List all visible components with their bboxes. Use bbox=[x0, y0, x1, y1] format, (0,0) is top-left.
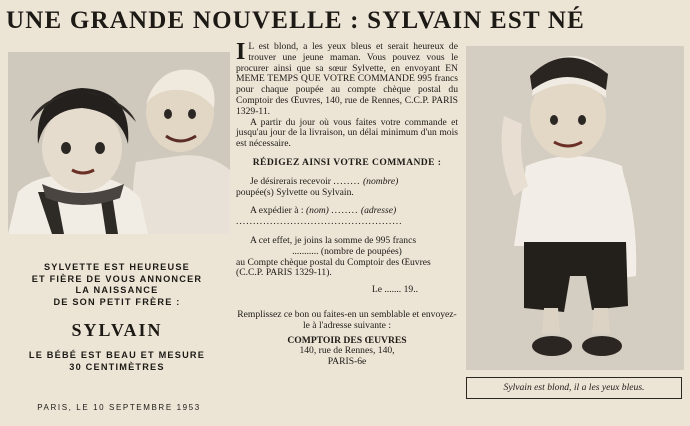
form-text: Je désirerais recevoir bbox=[250, 175, 331, 187]
sylvain-doll-illustration bbox=[466, 46, 684, 370]
address-street: 140, rue de Rennes, 140, bbox=[299, 345, 395, 357]
order-title: RÉDIGEZ AINSI VOTRE COMMANDE : bbox=[252, 156, 442, 168]
form-blank: ........ bbox=[331, 205, 359, 217]
intro-paragraph bbox=[236, 39, 458, 118]
order-form-line: poupée(s) Sylvette ou Sylvain. bbox=[236, 186, 354, 198]
address-name: COMPTOIR DES ŒUVRES bbox=[287, 334, 407, 346]
announced-name: SYLVAIN bbox=[71, 320, 163, 340]
caption-line: DE SON PETIT FRÈRE : bbox=[53, 296, 181, 307]
dolls-photo-left bbox=[8, 52, 230, 234]
caption-line: LE BÉBÉ EST BEAU ET MESURE bbox=[28, 350, 206, 360]
form-hint: (nom) bbox=[305, 205, 329, 217]
payment-line: ........... (nombre de poupées) bbox=[292, 245, 402, 257]
payment-line: au Compte chèque postal du Comptoir des Œuvres (C.C.P. PARIS 1329-11). bbox=[236, 256, 431, 279]
form-blank: ........ bbox=[333, 175, 361, 187]
sylvain-doll-photo bbox=[466, 46, 684, 370]
dolls-illustration bbox=[8, 52, 230, 234]
caption-line: ET FIÈRE DE VOUS ANNONCER bbox=[31, 273, 203, 284]
caption-line: SYLVETTE EST HEUREUSE bbox=[43, 262, 191, 272]
caption-line: LA NAISSANCE bbox=[75, 285, 159, 295]
closing-instructions: Remplissez ce bon ou faites-en un semblable et envoyez-le à l'adresse suivante : bbox=[237, 308, 457, 331]
date-line: Le ....... 19.. bbox=[371, 284, 418, 296]
dropcap: I bbox=[236, 39, 246, 65]
left-caption bbox=[6, 262, 228, 373]
form-hint: (nombre) bbox=[362, 175, 399, 187]
address-city: PARIS-6e bbox=[327, 356, 367, 368]
form-text: A expédier à : bbox=[250, 205, 304, 217]
headline: UNE GRANDE NOUVELLE : SYLVAIN EST NÉ bbox=[6, 7, 585, 34]
order-text-column bbox=[236, 39, 458, 368]
intro-text: L est blond, a les yeux bleus et serait heureux de trouver une jeune maman. Vous pouvez vous le procurer ainsi que sa sœur Sylvette, en envoyant EN MEME TEMPS QUE VOTRE COMMANDE 995 francs pour chaque poupée au compte chèque postal du Comptoir des Œuvres, 140, rue de Rennes, C.C.P. PARIS 1329-11. bbox=[236, 41, 458, 117]
order-form-line bbox=[236, 177, 458, 188]
form-blank-line: ................................................. bbox=[236, 216, 403, 228]
dateline: PARIS, LE 10 SEPTEMBRE 1953 bbox=[37, 403, 201, 412]
caption-line: 30 CENTIMÈTRES bbox=[69, 361, 165, 372]
payment-line: A cet effet, je joins la somme de 995 francs bbox=[250, 234, 417, 246]
delay-paragraph: A partir du jour où vous faites votre commande et jusqu'au jour de la livraison, un délai minimum d'un mois est nécessaire. bbox=[236, 116, 458, 150]
photo-caption: Sylvain est blond, il a les yeux bleus. bbox=[466, 377, 682, 399]
form-hint: (adresse) bbox=[360, 205, 397, 217]
